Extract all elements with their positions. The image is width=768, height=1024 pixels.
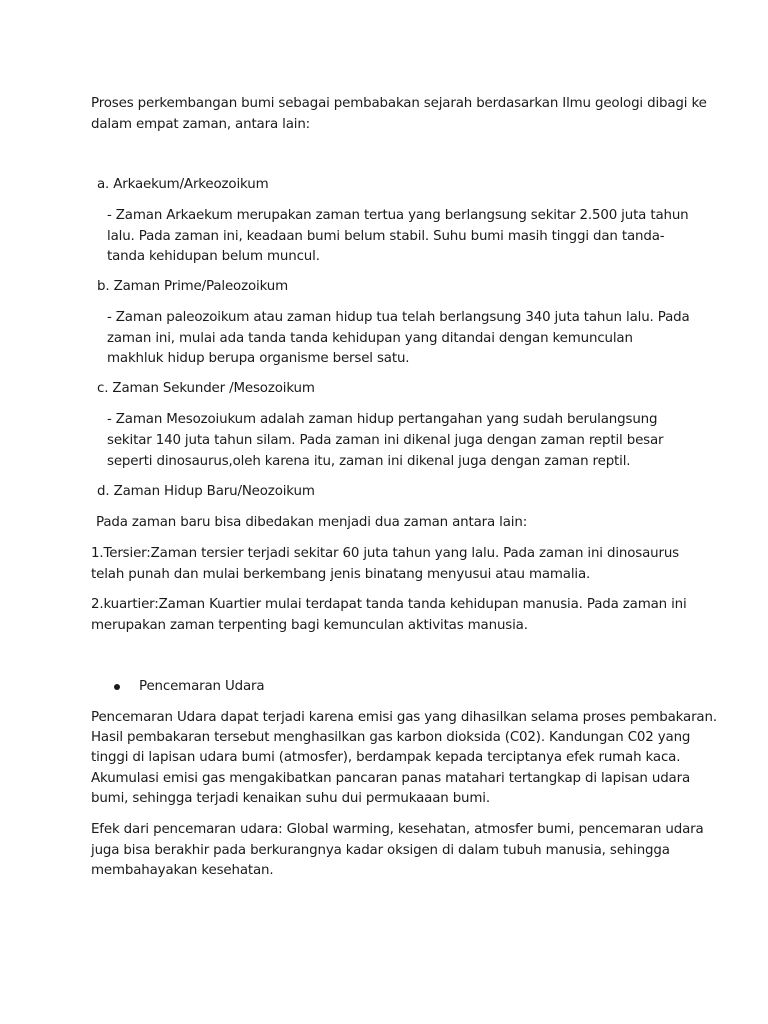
pollution-para-2-line-2: juga bisa berakhir pada berkurangnya kadar oksigen di dalam tubuh manusia, sehingga [91, 843, 670, 858]
era-c-desc-line-3: seperti dinosaurus,oleh karena itu, zaman ini dikenal juga dengan zaman reptil. [107, 454, 631, 469]
era-a-desc-line-3: tanda kehidupan belum muncul. [107, 249, 320, 264]
pollution-para-1-line-4: Akumulasi emisi gas mengakibatkan pancaran panas matahari tertangkap di lapisan udara [91, 771, 691, 786]
intro-line-1: Proses perkembangan bumi sebagai pembabakan sejarah berdasarkan Ilmu geologi dibagi ke [91, 96, 707, 111]
era-c-desc-line-2: sekitar 140 juta tahun silam. Pada zaman ini dikenal juga dengan zaman reptil besar [107, 433, 664, 448]
intro-line-2: dalam empat zaman, antara lain: [91, 117, 311, 132]
era-b-desc-line-3: makhluk hidup berupa organisme bersel satu. [107, 351, 410, 366]
pollution-para-1-line-1: Pencemaran Udara dapat terjadi karena emisi gas yang dihasilkan selama proses pembakaran. [91, 710, 717, 725]
era-b-desc-line-1: - Zaman paleozoikum atau zaman hidup tua telah berlangsung 340 juta tahun lalu. Pada [107, 310, 690, 325]
era-d-item-1-line-2: telah punah dan mulai berkembang jenis binatang menyusui atau mamalia. [91, 567, 591, 582]
era-d-intro: Pada zaman baru bisa dibedakan menjadi dua zaman antara lain: [96, 515, 528, 530]
pollution-heading: Pencemaran Udara [139, 679, 265, 694]
era-d-item-1-line-1: 1.Tersier:Zaman tersier terjadi sekitar 60 juta tahun yang lalu. Pada zaman ini dinosaurus [91, 546, 680, 561]
era-b-desc-line-2: zaman ini, mulai ada tanda tanda kehidupan yang ditandai dengan kemunculan [107, 331, 633, 346]
pollution-para-1-line-5: bumi, sehingga terjadi kenaikan suhu dui permukaaan bumi. [91, 791, 490, 806]
era-d-item-2-line-2: merupakan zaman terpenting bagi kemunculan aktivitas manusia. [91, 618, 528, 633]
era-a-heading: a. Arkaekum/Arkeozoikum [97, 177, 269, 192]
era-c-desc-line-1: - Zaman Mesozoiukum adalah zaman hidup pertangahan yang sudah berulangsung [107, 412, 658, 427]
era-d-item-2-line-1: 2.kuartier:Zaman Kuartier mulai terdapat tanda tanda kehidupan manusia. Pada zaman ini [91, 597, 687, 612]
era-d-heading: d. Zaman Hidup Baru/Neozoikum [97, 484, 315, 499]
pollution-para-1-line-2: Hasil pembakaran tersebut menghasilkan gas karbon dioksida (C02). Kandungan C02 yang [91, 730, 691, 745]
era-b-heading: b. Zaman Prime/Paleozoikum [97, 279, 288, 294]
pollution-para-2-line-1: Efek dari pencemaran udara: Global warming, kesehatan, atmosfer bumi, pencemaran udara [91, 822, 704, 837]
pollution-para-1-line-3: tinggi di lapisan udara bumi (atmosfer), berdampak kepada terciptanya efek rumah kaca. [91, 750, 681, 765]
pollution-para-2-line-3: membahayakan kesehatan. [91, 863, 274, 878]
era-c-heading: c. Zaman Sekunder /Mesozoikum [97, 381, 315, 396]
era-a-desc-line-2: lalu. Pada zaman ini, keadaan bumi belum stabil. Suhu bumi masih tinggi dan tanda- [107, 229, 665, 244]
bullet-icon [114, 684, 120, 690]
era-a-desc-line-1: - Zaman Arkaekum merupakan zaman tertua yang berlangsung sekitar 2.500 juta tahun [107, 208, 689, 223]
